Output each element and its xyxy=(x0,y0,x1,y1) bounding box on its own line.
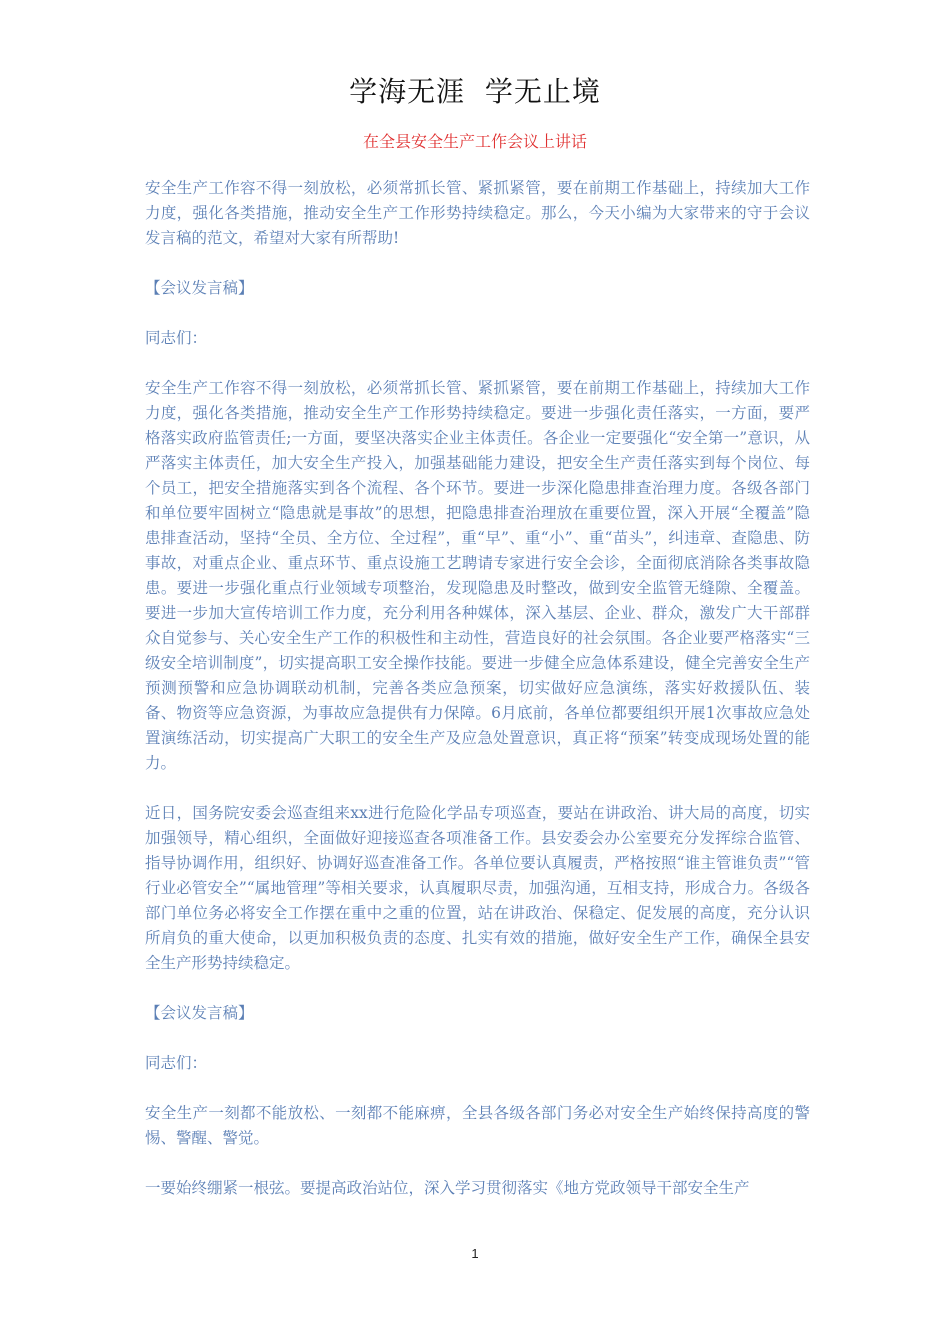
section-heading: 【会议发言稿】 xyxy=(145,279,254,297)
paragraph-body: 一要始终绷紧一根弦。要提高政治站位，深入学习贯彻落实《地方党政领导干部安全生产 xyxy=(145,1179,750,1197)
document-body xyxy=(145,176,810,1226)
header-title: 学海无涯 学无止境 xyxy=(349,75,601,108)
page-number: 1 xyxy=(471,1246,479,1261)
paragraph-body: 安全生产工作容不得一刻放松，必须常抓长管、紧抓紧管，要在前期工作基础上，持续加大工作力度，强化各类措施，推动安全生产工作形势持续稳定。要进一步强化责任落实，一方面，要严格落实政府监管责任;一方面，要坚决落实企业主体责任。各企业一定要强化“安全第一”意识，从严落实主体责任，加大安全生产投入，加强基础能力建设，把安全生产责任落实到每个岗位、每个员工，把安全措施落实到各个流程、各个环节。要进一步深化隐患排查治理力度。各级各部门和单位要牢固树立“隐患就是事故”的思想，把隐患排查治理放在重要位置，深入开展“全覆盖”隐患排查活动，坚持“全员、全方位、全过程”，重“早”、重“小”、重“苗头”，纠违章、查隐患、防事故，对重点企业、重点环节、重点设施工艺聘请专家进行安全会诊，全面彻底消除各类事故隐患。要进一步强化重点行业领域专项整治，发现隐患及时整改，做到安全监管无缝隙、全覆盖。要进一步加大宣传培训工作力度，充分利用各种媒体，深入基层、企业、群众，激发广大干部群众自觉参与、关心安全生产工作的积极性和主动性，营造良好的社会氛围。各企业要严格落实“三级安全培训制度”，切实提高职工安全操作技能。要进一步健全应急体系建设，健全完善安全生产预测预警和应急协调联动机制，完善各类应急预案，切实做好应急演练，落实好救援队伍、装备、物资等应急资源，为事故应急提供有力保障。6月底前，各单位都要组织开展1次事故应急处置演练活动，切实提高广大职工的安全生产及应急处置意识，真正将“预案”转变成现场处置的能力。 xyxy=(145,379,810,772)
paragraph-intro: 安全生产工作容不得一刻放松，必须常抓长管、紧抓紧管，要在前期工作基础上，持续加大工作力度，强化各类措施，推动安全生产工作形势持续稳定。那么，今天小编为大家带来的守于会议发言稿的范文，希望对大家有所帮助! xyxy=(145,179,810,247)
salutation: 同志们： xyxy=(145,329,208,347)
paragraph-body: 安全生产一刻都不能放松、一刻都不能麻痹，全县各级各部门务必对安全生产始终保持高度的警惕、警醒、警觉。 xyxy=(145,1104,810,1147)
document-title: 在全县安全生产工作会议上讲话 xyxy=(362,132,587,151)
section-heading: 【会议发言稿】 xyxy=(145,1004,254,1022)
salutation: 同志们： xyxy=(145,1054,208,1072)
paragraph-body: 近日，国务院安委会巡查组来xx进行危险化学品专项巡查，要站在讲政治、讲大局的高度，切实加强领导，精心组织，全面做好迎接巡查各项准备工作。县安委会办公室要充分发挥综合监管、指导协调作用，组织好、协调好巡查准备工作。各单位要认真履责，严格按照“谁主管谁负责”“管行业必管安全”“属地管理”等相关要求，认真履职尽责，加强沟通，互相支持，形成合力。各级各部门单位务必将安全工作摆在重中之重的位置，站在讲政治、保稳定、促发展的高度，充分认识所肩负的重大使命，以更加积极负责的态度、扎实有效的措施，做好安全生产工作，确保全县安全生产形势持续稳定。 xyxy=(145,804,810,972)
